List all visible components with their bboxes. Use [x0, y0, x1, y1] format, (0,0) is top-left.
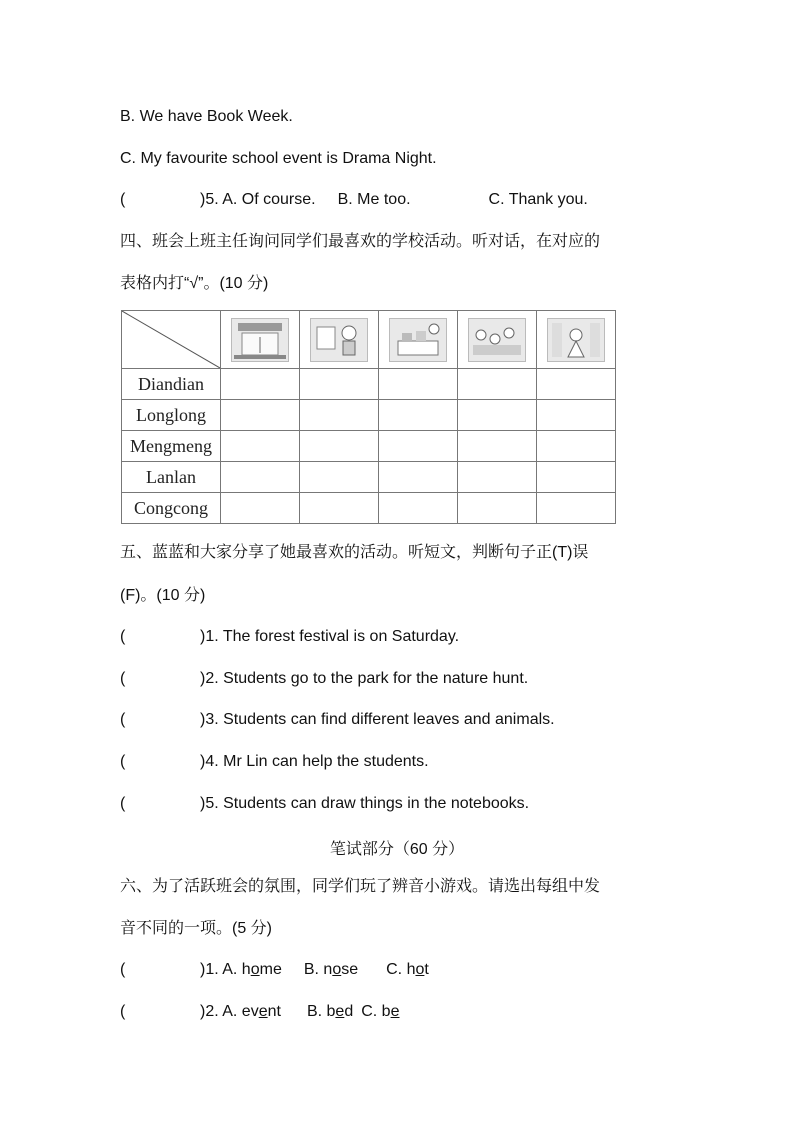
tf-question-row [120, 627, 459, 647]
stage-icon [231, 318, 289, 362]
answer-cell[interactable] [379, 462, 458, 493]
answer-cell[interactable] [379, 493, 458, 524]
answer-paren[interactable]: ( [120, 670, 126, 687]
answer-paren[interactable]: ( [120, 795, 126, 812]
underlined-letter: o [415, 961, 425, 978]
table-row [122, 400, 616, 431]
section5-title-line1: 五、蓝蓝和大家分享了她最喜欢的活动。听短文，判断句子正(T)误 [120, 544, 589, 561]
answer-paren[interactable]: ( [120, 753, 126, 770]
table-row [122, 462, 616, 493]
q1-option-a-suffix: me [259, 961, 282, 978]
tf-question-row [120, 710, 555, 730]
tf-question-text: )2. Students go to the park for the nature hunt. [200, 670, 529, 687]
tf-question-text: )5. Students can draw things in the notebooks. [200, 795, 530, 812]
option-c-text: C. My favourite school event is Drama Night. [120, 150, 437, 167]
student-name: Mengmeng [122, 431, 221, 462]
underlined-letter: e [390, 1003, 400, 1020]
answer-cell[interactable] [300, 462, 379, 493]
answer-paren: ( [120, 191, 126, 208]
tf-question-text: )3. Students can find different leaves and animals. [200, 711, 555, 728]
student-name: Lanlan [122, 462, 221, 493]
tf-question-text: )1. The forest festival is on Saturday. [200, 628, 460, 645]
answer-cell[interactable] [458, 400, 537, 431]
student-name: Congcong [122, 493, 221, 524]
student-name: Diandian [122, 369, 221, 400]
table-corner-cell [122, 311, 221, 369]
answer-cell[interactable] [458, 431, 537, 462]
option-b-text: B. We have Book Week. [120, 108, 293, 125]
answer-cell[interactable] [458, 493, 537, 524]
q1-option-b-prefix: B. n [303, 961, 333, 978]
activity-picture-painting [300, 311, 379, 369]
answer-paren[interactable]: ( [120, 961, 126, 978]
q1-option-c-prefix: C. h [386, 961, 416, 978]
answer-cell[interactable] [221, 400, 300, 431]
q2-option-a-prefix: )2. A. ev [200, 1003, 259, 1020]
activity-table [121, 310, 616, 524]
answer-cell[interactable] [537, 400, 616, 431]
q5-option-b: B. Me too. [337, 191, 411, 208]
activity-picture-children-group [458, 311, 537, 369]
written-part-heading: 笔试部分（60 分） [329, 841, 465, 858]
q1-option-b-suffix: se [341, 961, 359, 978]
singing-girl-icon [547, 318, 605, 362]
painting-boy-icon [310, 318, 368, 362]
underlined-letter: o [332, 961, 342, 978]
underlined-letter: e [258, 1003, 268, 1020]
q2-option-a-suffix: nt [267, 1003, 281, 1020]
q1-option-c-suffix: t [424, 961, 429, 978]
table-row [122, 431, 616, 462]
student-name: Longlong [122, 400, 221, 431]
answer-paren[interactable]: ( [120, 711, 126, 728]
answer-cell[interactable] [458, 462, 537, 493]
q2-option-c-prefix: C. b [361, 1003, 391, 1020]
section4-title-line1: 四、班会上班主任询问同学们最喜欢的学校活动。听对话，在对应的 [120, 233, 601, 250]
children-group-icon [468, 318, 526, 362]
tf-question-text: )4. Mr Lin can help the students. [200, 753, 429, 770]
answer-cell[interactable] [300, 431, 379, 462]
q5-option-c: C. Thank you. [488, 191, 588, 208]
section5-title-line2: (F)。(10 分) [120, 587, 206, 604]
answer-cell[interactable] [379, 431, 458, 462]
answer-cell[interactable] [300, 493, 379, 524]
table-header-row [122, 311, 616, 369]
answer-cell[interactable] [537, 493, 616, 524]
tf-question-row [120, 669, 528, 689]
answer-cell[interactable] [221, 369, 300, 400]
answer-cell[interactable] [537, 369, 616, 400]
section6-title-line2: 音不同的一项。(5 分) [120, 920, 273, 937]
answer-cell[interactable] [537, 462, 616, 493]
answer-cell[interactable] [300, 369, 379, 400]
activity-picture-book-stall [379, 311, 458, 369]
answer-cell[interactable] [379, 400, 458, 431]
tf-question-row [120, 752, 429, 772]
tf-question-row [120, 794, 529, 814]
underlined-letter: o [250, 961, 260, 978]
answer-cell[interactable] [537, 431, 616, 462]
q2-option-b-prefix: B. b [306, 1003, 336, 1020]
q2-option-b-suffix: d [344, 1003, 354, 1020]
activity-picture-stage [221, 311, 300, 369]
table-row [122, 369, 616, 400]
q5-option-a: )5. A. Of course. [200, 191, 316, 208]
section6-title-line1: 六、为了活跃班会的氛围，同学们玩了辨音小游戏。请选出每组中发 [120, 878, 601, 895]
answer-cell[interactable] [379, 369, 458, 400]
underlined-letter: e [335, 1003, 345, 1020]
answer-cell[interactable] [458, 369, 537, 400]
table-row [122, 493, 616, 524]
answer-paren[interactable]: ( [120, 628, 126, 645]
activity-picture-singing-girl [537, 311, 616, 369]
diagonal-line-icon [122, 311, 220, 368]
answer-cell[interactable] [221, 431, 300, 462]
question-5-row [120, 190, 588, 210]
answer-cell[interactable] [221, 462, 300, 493]
book-stall-icon [389, 318, 447, 362]
q1-option-a-prefix: )1. A. h [200, 961, 251, 978]
section4-title-line2: 表格内打“√”。(10 分) [120, 275, 269, 292]
phonics-question-row [120, 960, 429, 980]
answer-paren[interactable]: ( [120, 1003, 126, 1020]
answer-cell[interactable] [300, 400, 379, 431]
answer-cell[interactable] [221, 493, 300, 524]
phonics-question-row [120, 1002, 399, 1022]
